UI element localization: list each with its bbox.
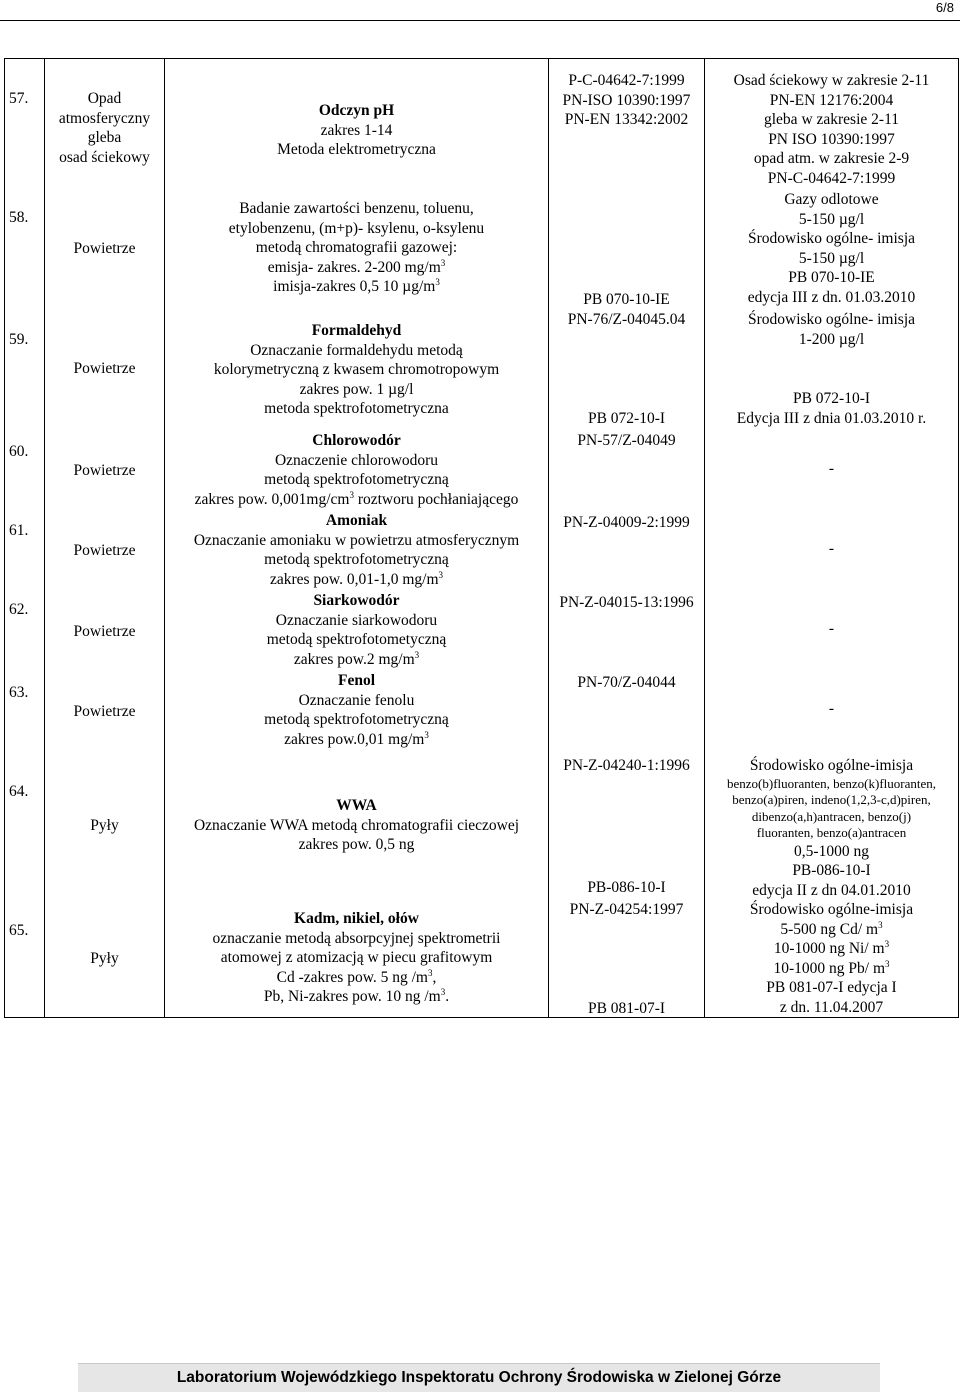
matrix-label: Powietrze bbox=[73, 240, 136, 257]
method-title: Formaldehyd bbox=[311, 322, 402, 339]
method-title: Kadm, nikiel, ołów bbox=[294, 910, 419, 927]
method-block: Fenol Oznaczanie fenolu metodą spektrofotometryczną zakres pow.0,01 $mg/m^3$ bbox=[165, 671, 548, 749]
row-number: 62. bbox=[9, 601, 29, 618]
standard-ref: PN-76/Z-04045.04 bbox=[567, 311, 686, 328]
methods-table bbox=[4, 58, 959, 1018]
notes-dash: - bbox=[828, 540, 835, 557]
notes-dash: - bbox=[828, 460, 835, 477]
standard-ref: PN-57/Z-04049 bbox=[577, 432, 676, 449]
row-number: 64. bbox=[9, 783, 29, 800]
method-block: Odczyn pH zakres 1-14 Metoda elektrometryczna bbox=[165, 101, 548, 160]
matrix-label: Powietrze bbox=[73, 462, 136, 479]
header-rule bbox=[0, 20, 960, 21]
method-block: WWA Oznaczanie WWA metodą chromatografii cieczowej zakres pow. 0,5 ng bbox=[165, 796, 548, 855]
matrix-label: Powietrze bbox=[73, 623, 136, 640]
standard-block: P-C-04642-7:1999 PN-ISO 10390:1997 PN-EN 13342:2002 bbox=[562, 72, 691, 129]
method-block: Amoniak Oznaczanie amoniaku w powietrzu atmosferycznym metodą spektrofotometryczną zakres pow. 0,01-1,0 $mg/m^3$ bbox=[165, 511, 548, 589]
notes-block: Gazy odlotowe 5-150 µg/l Środowisko ogólne- imisja 5-150 µg/l PB 070-10-IE edycja III z dn. 01.03.2010 bbox=[747, 191, 916, 306]
number-column bbox=[5, 59, 45, 1018]
method-title: WWA bbox=[336, 797, 377, 814]
standard-ref: PB 072-10-I bbox=[587, 410, 666, 427]
matrix-label: Pyły bbox=[90, 817, 119, 834]
method-title: Fenol bbox=[337, 672, 376, 689]
matrix-column bbox=[45, 59, 165, 1018]
method-block: Formaldehyd Oznaczanie formaldehydu metodą kolorymetryczną z kwasem chromotropowym zakres pow. 1 µg/l metoda spektrofotometryczna bbox=[165, 321, 548, 419]
method-block: Siarkowodór Oznaczanie siarkowodoru metodą spektrofotometyczną zakres pow.2 $mg/m^3$ bbox=[165, 591, 548, 669]
row-number: 63. bbox=[9, 684, 29, 701]
standard-ref: PB-086-10-I bbox=[587, 879, 666, 896]
standard-ref: PN-Z-04240-1:1996 bbox=[563, 757, 690, 774]
notes-dash: - bbox=[828, 620, 835, 637]
method-block: Kadm, nikiel, ołów oznaczanie metodą absorpcyjnej spektrometrii atomowej z atomizacją w piecu grafitowym Cd -zakres pow. 5 ng $/m^3$, Pb, Ni-zakres pow. 10 ng $/m^3$. bbox=[165, 909, 548, 1007]
row-number: 57. bbox=[9, 90, 29, 107]
method-title: Chlorowodór bbox=[312, 432, 401, 449]
row-number: 58. bbox=[9, 209, 29, 226]
notes-block: Środowisko ogólne-imisja benzo(b)fluoranten, benzo(k)fluoranten, benzo(a)piren, indeno(1,2,3-c,d)piren, dibenzo(a,h)antracen, benzo(j) fluoranten, benzo(a)antracen 0,5-1000 ng PB-086-10-I edycja II z dn 04.01.2010 bbox=[727, 757, 936, 899]
method-title: Amoniak bbox=[325, 512, 388, 529]
standard-ref: PN-70/Z-04044 bbox=[577, 674, 676, 691]
matrix-label: Powietrze bbox=[73, 703, 136, 720]
matrix-label: Powietrze bbox=[73, 360, 136, 377]
row-number: 65. bbox=[9, 922, 29, 939]
footer-laboratory-name: Laboratorium Wojewódzkiego Inspektoratu Ochrony Środowiska w Zielonej Górze bbox=[78, 1363, 880, 1392]
method-block: Badanie zawartości benzenu, toluenu, etylobenzenu, (m+p)- ksylenu, o-ksylenu metodą chromatografii gazowej: emisja- zakres. 2-200 $mg/m^3$ imisja-zakres 0,5 10 $\mu g/m^3$ bbox=[228, 200, 485, 296]
method-column bbox=[165, 59, 549, 1018]
standard-ref: PN-Z-04009-2:1999 bbox=[563, 514, 690, 531]
standard-ref: PN-Z-04015-13:1996 bbox=[559, 594, 694, 611]
page-number: 6/8 bbox=[935, 0, 954, 15]
standard-ref: PB 070-10-IE bbox=[583, 291, 670, 308]
notes-block: Środowisko ogólne- imisja 1-200 µg/l bbox=[747, 311, 916, 348]
method-title: Siarkowodór bbox=[313, 592, 400, 609]
notes-block: Osad ściekowy w zakresie 2-11 PN-EN 12176:2004 gleba w zakresie 2-11 PN ISO 10390:1997 opad atm. w zakresie 2-9 PN-C-04642-7:1999 bbox=[733, 72, 930, 187]
row-number: 60. bbox=[9, 443, 29, 460]
notes-column bbox=[705, 59, 959, 1018]
standard-column bbox=[549, 59, 705, 1018]
row-number: 61. bbox=[9, 522, 29, 539]
notes-block: Środowisko ogólne-imisja 5-500 ng Cd/ $m^3$ 10-1000 ng Ni/ $m^3$ 10-1000 ng Pb/ $m^3$ PB 081-07-I edycja I z dn. 11.04.2007 bbox=[749, 901, 914, 1016]
notes-block: PB 072-10-I Edycja III z dnia 01.03.2010 r. bbox=[736, 390, 927, 427]
matrix-label: Pyły bbox=[90, 950, 119, 967]
method-block: Chlorowodór Oznaczenie chlorowodoru metodą spektrofotometryczną zakres pow. $0,001mg/cm^3$ roztworu pochłaniającego bbox=[165, 431, 548, 509]
matrix-label: Powietrze bbox=[73, 542, 136, 559]
standard-ref: PB 081-07-I bbox=[587, 1000, 666, 1017]
row-number: 59. bbox=[9, 331, 29, 348]
standard-ref: PN-Z-04254:1997 bbox=[569, 901, 684, 918]
method-title: Odczyn pH bbox=[318, 102, 395, 119]
notes-dash: - bbox=[828, 700, 835, 717]
matrix-label: Opad atmosferyczny gleba osad ściekowy bbox=[58, 90, 151, 166]
